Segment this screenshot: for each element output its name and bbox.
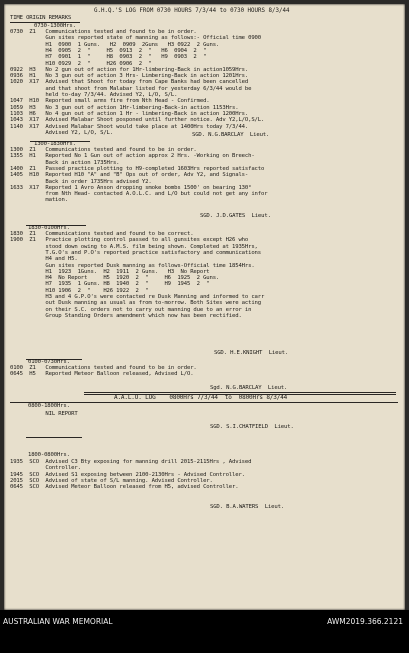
- log-entry-line: and that shoot from Malabar listed for yesterday 6/3/44 would be: [10, 85, 252, 92]
- log-entry-line: Group Standing Orders amendment which now has been rectified.: [10, 312, 242, 319]
- log-entry-line: H7 0901 1 " H8 0903 2 " H9 0903 2 ": [10, 54, 207, 61]
- log-entry-line: H7 1935 1 Guns. H8 1940 2 " H9 1945 2 ": [10, 281, 210, 288]
- log-entry-line: 1900 Z1 Practice plotting control passed to all gunsites except H26 who: [10, 237, 249, 244]
- signature: Sgd. N.G.BARCLAY Lieut.: [210, 385, 288, 391]
- log-entry-line: 0936 H1 No 3 gun out of action 3 Hrs- Limbering-Back in action 1201Hrs.: [10, 73, 249, 80]
- section-heading: 1800-0800Hrs.: [28, 452, 70, 458]
- divider: [26, 437, 82, 438]
- log-entry-line: Controller.: [10, 465, 81, 472]
- log-entry-line: Gun sites reported state of manning as follows:- Official time 0900: [10, 35, 261, 42]
- archive-name: AUSTRALIAN WAR MEMORIAL: [3, 617, 113, 626]
- log-entry-line: held to-day 7/3/44. Advised Y2, L/O, S/L.: [10, 92, 178, 98]
- section-heading: 0730-1300Hrs.: [34, 23, 76, 29]
- aalo-log-title: A.A.L.O. LOG 0800Hrs 7/3/44 to 0800Hrs 8/3/44: [114, 394, 288, 401]
- log-entry-line: 1020 X17 Advised that Shoot for today from Cape Banks had been cancelled: [10, 79, 249, 86]
- log-entry-line: 0730 Z1 Communications tested and found to be in order.: [10, 29, 197, 35]
- log-entry-line: 0922 H3 No 2 gun out of action for 1Hr-limbering-Back in action1059Hrs.: [10, 66, 249, 73]
- log-entry-line: on their S.C. orders not to carry out manning due to an error in: [10, 306, 252, 313]
- log-entry-line: T.G.O's and P.O's reported practice satisfactory and communications: [10, 249, 261, 256]
- log-entry-line: 1047 H10 Reported small arms fire from Nth Head - Confirmed.: [10, 98, 210, 105]
- log-entry-line: Gun sites reported Dusk manning as follows-Official time 1854Hrs.: [10, 262, 255, 269]
- archive-reference: AWM2019.366.2121: [327, 617, 403, 626]
- log-entry-line: 0645 SCO Advised Meteor Balloon released from H5, advised Controller.: [10, 484, 239, 491]
- signature: SGD. N.G.BARCLAY Lieut.: [192, 132, 270, 138]
- log-entry-line: 1633 X17 Reported 1 Avro Anson dropping smoke bombs 1500' on bearing 130°: [10, 184, 252, 191]
- log-entry-line: H4 0905 2 " H5 0913 2 " H6 0904 2 ": [10, 47, 207, 54]
- document-page: [4, 4, 405, 610]
- signature: SGD. J.D.GATES Lieut.: [200, 213, 271, 219]
- log-entry-line: H10 0929 2 " H26 0906 2 ": [10, 60, 152, 67]
- log-entry-line: 1405 H10 Reported H10 "A" and "B" Ops out of order, Adv Y2, and Signals-: [10, 172, 249, 179]
- log-entry-line: Back in action 1735Hrs.: [10, 159, 120, 166]
- section-heading: 1830-0100Hrs.: [28, 225, 70, 231]
- log-entry-line: H1 1923 1Guns. H2 1911 2 Guns. H3 No Report: [10, 268, 210, 275]
- log-entry-line: 1043 X17 Advised Malabar Shoot posponed until further notice. Adv Y2,L/O,S/L.: [10, 117, 265, 124]
- log-entry-line: 1830 Z1 Communications tested and found to be correct.: [10, 231, 194, 237]
- page-title: G.H.Q.'S LOG FROM 0730 HOURS 7/3/44 to 0730 HOURS 8/3/44: [94, 8, 290, 14]
- section-heading: 0100-0730Hrs.: [28, 359, 70, 365]
- signature: SGD. H.E.KNIGHT Lieut.: [214, 350, 289, 356]
- log-entry-line: NIL REPORT: [10, 411, 78, 417]
- log-entry-line: 1935 SCO Advised C3 Bty exposing for manning drill 2015-2115Hrs , Advised: [10, 459, 252, 465]
- log-entry-line: from Nth Head- contacted A.O.L.C. and L/O but could not get any infor: [10, 191, 268, 198]
- log-entry-line: Back in order 1735Hrs advised Y2.: [10, 178, 152, 185]
- log-entry-line: Advised Y2, L/O, S/L.: [10, 129, 113, 136]
- divider: [84, 392, 396, 393]
- log-entry-line: H10 1906 2 " H26 1922 2 ": [10, 287, 149, 294]
- log-entry-line: 1400 Z1 Passed practice plotting to H9-completed 1603Hrs reported satisfacto: [10, 165, 265, 172]
- log-entry-line: 1355 H1 Reported No 1 Gun out of action approx 2 Hrs. -Working on Breech-: [10, 153, 255, 160]
- log-entry-line: H1 0900 1 Guns. H2 0909 2Guns H3 0922 2 Guns.: [10, 41, 220, 48]
- log-entry-line: 1103 H6 No 4 gun out of action 1 Hr - limbering-Back in action 1200Hrs.: [10, 110, 249, 117]
- log-entry-line: mation.: [10, 197, 68, 204]
- log-entry-line: out Dusk manning as usual as from to-morrow. Both Sites were acting: [10, 300, 261, 307]
- log-entry-line: 1945 SCO Advised S1 exposing between 2100-2130Hrs - Advised Controller.: [10, 471, 245, 478]
- log-entry-line: 2015 SCO Advised of state of S/L manning. Advised Controller.: [10, 477, 213, 484]
- section-heading: 0800-1800Hrs.: [28, 403, 70, 409]
- section-heading: 1300-1830Hrs.: [34, 141, 76, 147]
- log-entry-line: H3 and 4 G.P.O's were contacted re Dusk Manning and informed to carr: [10, 294, 265, 300]
- signature: SGD. B.A.WATERS Lieut.: [210, 504, 285, 510]
- log-entry-line: 1059 H3 No 3 gun out of action 1Hr-limbering-Back-in action 1153Hrs.: [10, 104, 239, 111]
- log-entry-line: 0100 Z1 Communications tested and found to be in order.: [10, 365, 197, 371]
- log-entry-line: 0645 H5 Reported Meteor Balloon released, Advised L/O.: [10, 371, 194, 378]
- column-headings: TIME ORIGIN REMARKS: [10, 15, 72, 21]
- log-entry-line: H4 and H5.: [10, 256, 78, 263]
- log-entry-line: 1300 Z1 Communications tested and found to be in order.: [10, 147, 197, 153]
- log-entry-line: H4 No Report H5 1920 2 " H6 1925 2 Guns.: [10, 275, 220, 282]
- signature: SGD. S.I.CHATFIELD Lieut.: [210, 424, 294, 430]
- log-entry-line: 1140 X17 Advised Malabar Shoot would take place at 1400Hrs today 7/3/44.: [10, 123, 249, 130]
- log-entry-line: stood down owing to A.M.S. film being shown. Completed at 1935Hrs,: [10, 243, 258, 250]
